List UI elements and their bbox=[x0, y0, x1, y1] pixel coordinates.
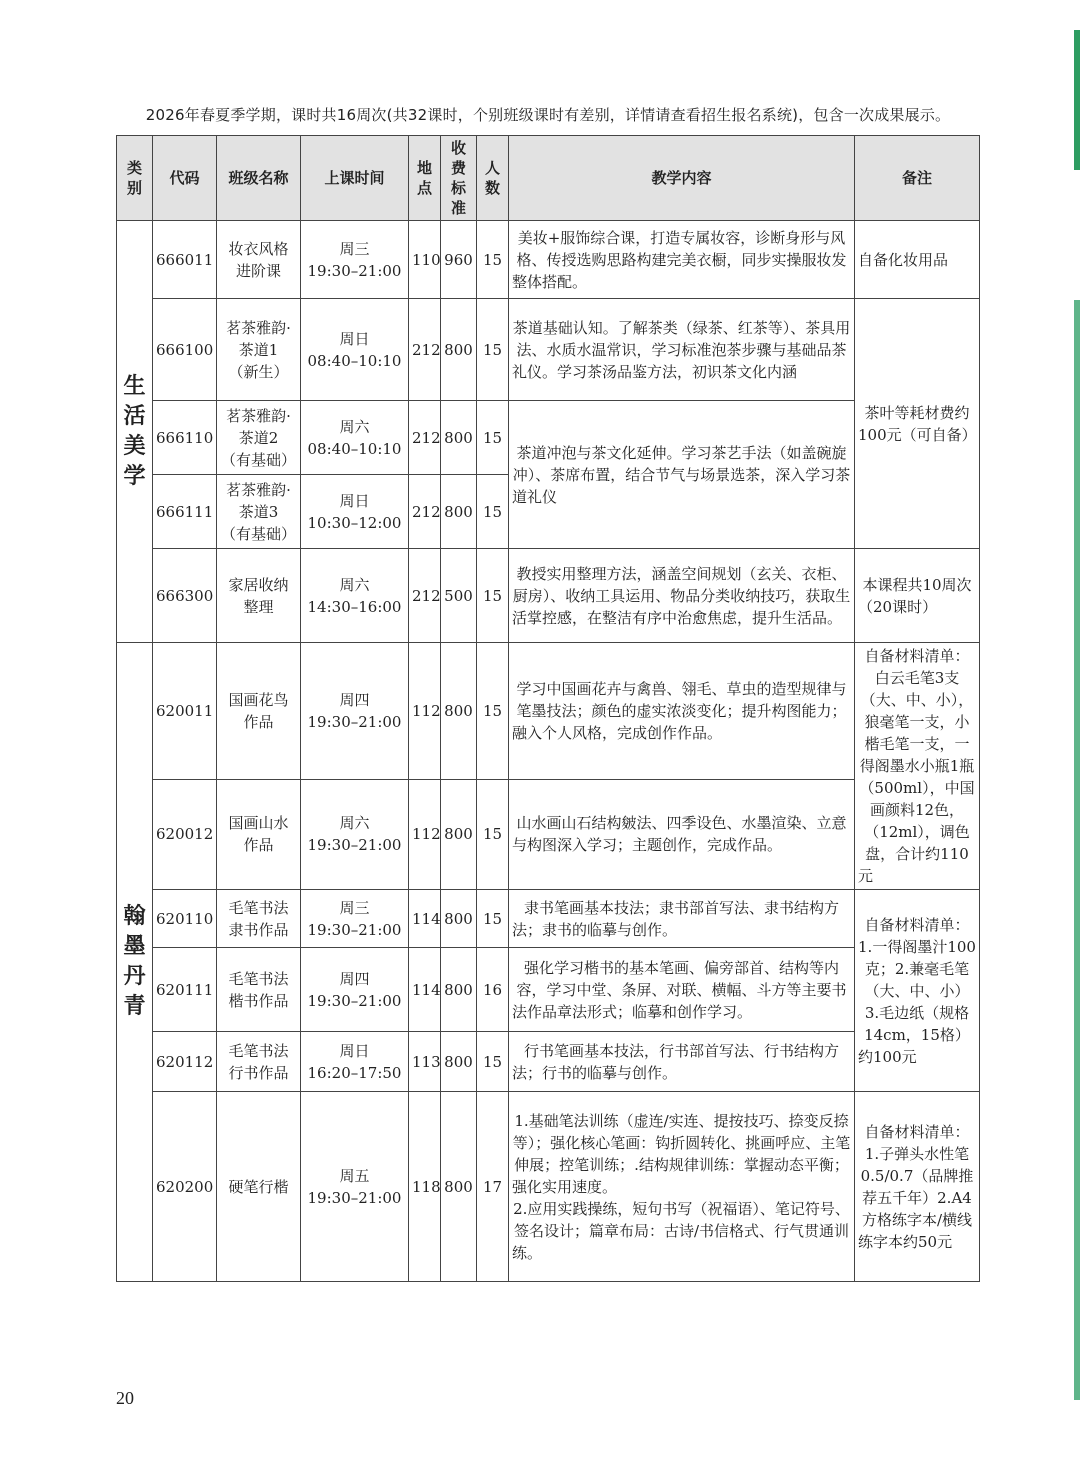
class-fee: 960 bbox=[441, 221, 477, 299]
table-row bbox=[117, 221, 980, 299]
table-row bbox=[117, 401, 980, 475]
class-location: 113 bbox=[409, 1032, 441, 1092]
table-row bbox=[117, 299, 980, 401]
course-code: 666110 bbox=[153, 401, 217, 475]
header-content: 教学内容 bbox=[509, 136, 855, 221]
class-fee: 800 bbox=[441, 401, 477, 475]
class-fee: 800 bbox=[441, 948, 477, 1032]
class-name: 妆衣风格 进阶课 bbox=[217, 221, 301, 299]
class-capacity: 15 bbox=[477, 299, 509, 401]
class-fee: 500 bbox=[441, 549, 477, 643]
category-cell-ink bbox=[117, 643, 153, 1282]
table-row bbox=[117, 779, 980, 890]
class-content: 山水画山石结构皴法、四季设色、水墨渲染、立意与构图深入学习；主题创作，完成作品。 bbox=[509, 779, 855, 890]
class-content: 行书笔画基本技法，行书部首写法、行书结构方法；行书的临摹与创作。 bbox=[509, 1032, 855, 1092]
page-number: 20 bbox=[116, 1388, 134, 1408]
category-label: 翰墨丹青 bbox=[123, 904, 146, 1019]
class-name: 茗茶雅韵· 茶道3 （有基础） bbox=[217, 475, 301, 549]
class-location: 110 bbox=[409, 221, 441, 299]
class-name: 毛笔书法 楷书作品 bbox=[217, 948, 301, 1032]
course-code: 666100 bbox=[153, 299, 217, 401]
class-capacity: 17 bbox=[477, 1092, 509, 1282]
table-row bbox=[117, 948, 980, 1032]
class-capacity: 16 bbox=[477, 948, 509, 1032]
course-code: 620111 bbox=[153, 948, 217, 1032]
class-time: 周六 19:30–21:00 bbox=[301, 779, 409, 890]
class-location: 212 bbox=[409, 401, 441, 475]
class-content: 强化学习楷书的基本笔画、偏旁部首、结构等内容，学习中堂、条屏、对联、横幅、斗方等主要书法作品章法形式；临摹和创作学习。 bbox=[509, 948, 855, 1032]
class-location: 114 bbox=[409, 948, 441, 1032]
class-name: 毛笔书法 隶书作品 bbox=[217, 890, 301, 948]
class-content: 美妆+服饰综合课，打造专属妆容，诊断身形与风格、传授选购思路构建完美衣橱，同步实操服妆发整体搭配。 bbox=[509, 221, 855, 299]
class-capacity: 15 bbox=[477, 549, 509, 643]
class-capacity: 15 bbox=[477, 779, 509, 890]
class-note: 自备化妆用品 bbox=[855, 221, 980, 299]
course-code: 666011 bbox=[153, 221, 217, 299]
class-note: 本课程共10周次（20课时） bbox=[855, 549, 980, 643]
class-content: 茶道基础认知。了解茶类（绿茶、红茶等）、茶具用法、水质水温常识，学习标准泡茶步骤与基础品茶礼仪。学习茶汤品鉴方法，初识茶文化内涵 bbox=[509, 299, 855, 401]
table-row bbox=[117, 549, 980, 643]
header-location: 地点 bbox=[409, 136, 441, 221]
header-class-name: 班级名称 bbox=[217, 136, 301, 221]
class-time: 周四 19:30–21:00 bbox=[301, 643, 409, 780]
class-location: 212 bbox=[409, 299, 441, 401]
class-location: 118 bbox=[409, 1092, 441, 1282]
header-code: 代码 bbox=[153, 136, 217, 221]
class-name: 家居收纳 整理 bbox=[217, 549, 301, 643]
class-time: 周日 10:30–12:00 bbox=[301, 475, 409, 549]
course-code: 620012 bbox=[153, 779, 217, 890]
class-capacity: 15 bbox=[477, 475, 509, 549]
class-note: 茶叶等耗材费约100元（可自备） bbox=[855, 299, 980, 549]
course-table bbox=[116, 135, 980, 1282]
course-code: 620200 bbox=[153, 1092, 217, 1282]
class-fee: 800 bbox=[441, 299, 477, 401]
class-capacity: 15 bbox=[477, 890, 509, 948]
class-time: 周六 08:40–10:10 bbox=[301, 401, 409, 475]
class-time: 周四 19:30–21:00 bbox=[301, 948, 409, 1032]
intro-text: 2026年春夏季学期，课时共16周次(共32课时，个别班级课时有差别，详情请查看招生报名系统)，包含一次成果展示。 bbox=[145, 106, 951, 124]
class-location: 112 bbox=[409, 643, 441, 780]
class-name: 茗茶雅韵· 茶道1 （新生） bbox=[217, 299, 301, 401]
class-capacity: 15 bbox=[477, 221, 509, 299]
table-row bbox=[117, 890, 980, 948]
category-cell-life bbox=[117, 221, 153, 643]
class-note: 自备材料清单：白云毛笔3支（大、中、小），狼毫笔一支，小楷毛笔一支，一得阁墨水小瓶1瓶（500ml），中国画颜料12色，（12ml），调色盘，合计约110元 bbox=[855, 643, 980, 890]
class-location: 114 bbox=[409, 890, 441, 948]
header-time: 上课时间 bbox=[301, 136, 409, 221]
class-fee: 800 bbox=[441, 643, 477, 780]
class-fee: 800 bbox=[441, 475, 477, 549]
class-name: 毛笔书法 行书作品 bbox=[217, 1032, 301, 1092]
course-code: 666300 bbox=[153, 549, 217, 643]
class-capacity: 15 bbox=[477, 1032, 509, 1092]
class-time: 周三 19:30–21:00 bbox=[301, 221, 409, 299]
class-location: 112 bbox=[409, 779, 441, 890]
course-code: 666111 bbox=[153, 475, 217, 549]
table-row bbox=[117, 643, 980, 780]
class-time: 周日 16:20–17:50 bbox=[301, 1032, 409, 1092]
header-capacity: 人数 bbox=[477, 136, 509, 221]
class-location: 212 bbox=[409, 475, 441, 549]
class-name: 国画山水 作品 bbox=[217, 779, 301, 890]
header-category: 类别 bbox=[117, 136, 153, 221]
course-code: 620112 bbox=[153, 1032, 217, 1092]
class-name: 国画花鸟 作品 bbox=[217, 643, 301, 780]
category-label: 生活美学 bbox=[123, 373, 146, 489]
course-code: 620011 bbox=[153, 643, 217, 780]
class-fee: 800 bbox=[441, 779, 477, 890]
table-row bbox=[117, 1032, 980, 1092]
class-time: 周五 19:30–21:00 bbox=[301, 1092, 409, 1282]
class-fee: 800 bbox=[441, 890, 477, 948]
class-capacity: 15 bbox=[477, 643, 509, 780]
class-fee: 800 bbox=[441, 1092, 477, 1282]
class-content: 茶道冲泡与茶文化延伸。学习茶艺手法（如盖碗旋冲）、茶席布置，结合节气与场景选茶，深入学习茶道礼仪 bbox=[509, 401, 855, 549]
page-edge-stripe bbox=[1074, 0, 1080, 1475]
table-row bbox=[117, 1092, 980, 1282]
header-row bbox=[117, 136, 980, 221]
class-content: 隶书笔画基本技法；隶书部首写法、隶书结构方法；隶书的临摹与创作。 bbox=[509, 890, 855, 948]
class-fee: 800 bbox=[441, 1032, 477, 1092]
class-location: 212 bbox=[409, 549, 441, 643]
class-note: 自备材料清单：1.子弹头水性笔0.5/0.7（品牌推荐五千年）2.A4方格练字本/横线练字本约50元 bbox=[855, 1092, 980, 1282]
course-code: 620110 bbox=[153, 890, 217, 948]
class-content: 1.基础笔法训练（虚连/实连、提按技巧、捺变反捺等）；强化核心笔画：钩折圆转化、挑画呼应、主笔伸展；控笔训练；.结构规律训练：掌握动态平衡；强化实用速度。 2.应用实践操练，短句书写（祝福语）、笔记符号、签名设计；篇章布局：古诗/书信格式、行气贯通训练。 bbox=[509, 1092, 855, 1282]
class-time: 周六 14:30–16:00 bbox=[301, 549, 409, 643]
class-name: 茗茶雅韵· 茶道2 （有基础） bbox=[217, 401, 301, 475]
class-name: 硬笔行楷 bbox=[217, 1092, 301, 1282]
header-fee: 收费标准 bbox=[441, 136, 477, 221]
class-content: 教授实用整理方法，涵盖空间规划（玄关、衣柜、厨房）、收纳工具运用、物品分类收纳技巧，获取生活掌控感，在整洁有序中治愈焦虑，提升生活品。 bbox=[509, 549, 855, 643]
header-note: 备注 bbox=[855, 136, 980, 221]
class-note: 自备材料清单：1.一得阁墨汁100克；2.兼毫毛笔（大、中、小）3.毛边纸（规格14cm，15格）约100元 bbox=[855, 890, 980, 1092]
class-time: 周日 08:40–10:10 bbox=[301, 299, 409, 401]
class-capacity: 15 bbox=[477, 401, 509, 475]
class-time: 周三 19:30–21:00 bbox=[301, 890, 409, 948]
class-content: 学习中国画花卉与禽兽、翎毛、草虫的造型规律与笔墨技法；颜色的虚实浓淡变化；提升构图能力；融入个人风格，完成创作作品。 bbox=[509, 643, 855, 780]
